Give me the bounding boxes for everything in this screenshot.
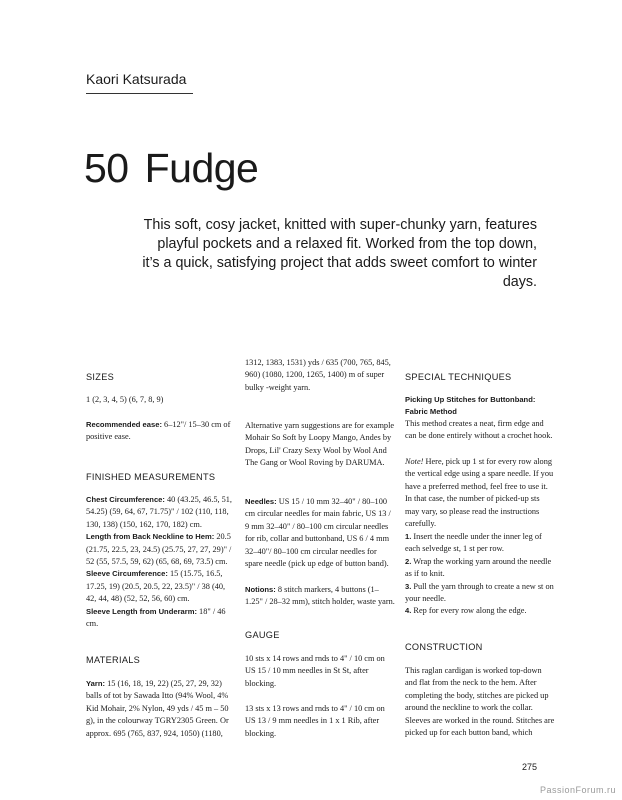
pattern-name: Fudge [144, 145, 259, 191]
step-text: Pull the yarn through to create a new st on your needle. [405, 581, 554, 604]
gauge-paragraph-1: 10 sts x 14 rows and rnds to 4" / 10 cm on US 15 / 10 mm needles in St St, after blocking. [245, 654, 385, 688]
finished-heading: FINISHED MEASUREMENTS [86, 472, 216, 482]
step-text: Insert the needle under the inner leg of each selvedge st, 1 st per row. [405, 532, 542, 554]
gauge-heading: GAUGE [245, 630, 280, 640]
ease-text: 6–12"/ 15–30 cm of positive ease. [86, 420, 231, 442]
sizes-list: 1 (2, 3, 4, 5) (6, 7, 8, 9) [86, 395, 164, 404]
special-techniques-heading: SPECIAL TECHNIQUES [405, 372, 512, 382]
finished-item-label: Sleeve Circumference: [86, 569, 168, 579]
needles-label: Needles: [245, 497, 277, 506]
finished-item [86, 494, 236, 531]
special-intro: This method creates a neat, firm edge and can be done entirely without a crochet hook. [405, 419, 553, 441]
intro-paragraph: This soft, cosy jacket, knitted with super-chunky yarn, features playful pockets and a relaxed fit. Worked from the top down, it’s a quick, satisfying project that adds sweet comfort to winter days. [142, 217, 537, 290]
finished-item-text: 15 (15.75, 16.5, 17.25, 19) (20.5, 20.5, 22, 23.5)" / 38 (40, 42, 44, 48) (52, 52, 56, 60) cm. [86, 569, 226, 604]
yarn-label: Yarn: [86, 679, 105, 688]
notions-paragraph [245, 584, 395, 609]
pattern-number: 50 [84, 145, 129, 191]
special-subheading: Picking Up Stitches for Buttonband: Fabric Method [405, 395, 536, 416]
needles-paragraph [245, 496, 395, 570]
page-number: 275 [521, 762, 537, 772]
ease-paragraph [86, 419, 236, 444]
step-item [405, 581, 555, 606]
finished-item [86, 531, 236, 568]
notions-text: 8 stitch markers, 4 buttons (1–1.25" / 28–32 mm), stitch holder, waste yarn. [245, 585, 395, 607]
gauge-paragraph-2: 13 sts x 13 rows and rnds to 4" / 10 cm on US 13 / 9 mm needles in 1 x 1 Rib, after blocking. [245, 704, 385, 738]
pattern-title [84, 145, 258, 192]
construction-heading: CONSTRUCTION [405, 642, 483, 652]
special-steps [405, 531, 555, 618]
finished-item-text: 20.5 (21.75, 22.5, 23, 24.5) (25.75, 27, 27, 29)" / 52 (55, 57.5, 59, 62) (65, 68, 69, 73.5) cm. [86, 532, 232, 567]
special-note [405, 456, 555, 530]
yarn-paragraph [86, 678, 236, 740]
note-text: Here, pick up 1 st for every row along the vertical edge using a spare needle. If you have a preferred method, feel free to use it. In that case, the number of picked-up sts may vary, so please read the instructions carefully. [405, 457, 554, 529]
notions-label: Notions: [245, 585, 276, 594]
alternative-yarn: Alternative yarn suggestions are for example Mohair So Soft by Loopy Mango, Andes by Drops, Lil' Crazy Sexy Wool by Wool And The Gang or Wool Roving by DARUMA. [245, 421, 395, 468]
step-number: 1. [405, 532, 412, 541]
needles-text: US 15 / 10 mm 32–40" / 80–100 cm circular needles for main fabric, US 13 / 9 mm 32–40" / 80–100 cm circular needles for rib, collar and buttonband, US 6 / 4 mm 32–40"/ 80–100 cm circular needles for spare needle (pick up edge of button band). [245, 497, 391, 569]
sizes-heading: SIZES [86, 372, 115, 382]
step-text: Wrap the working yarn around the needle as if to knit. [405, 556, 552, 579]
ease-label: Recommended ease: [86, 420, 162, 429]
step-item [405, 556, 555, 581]
step-number: 2. [405, 556, 412, 566]
materials-heading: MATERIALS [86, 655, 141, 665]
yarn-continued: 1312, 1383, 1531) yds / 635 (700, 765, 845, 960) (1080, 1200, 1265, 1400) m of super bulky -weight yarn. [245, 358, 391, 392]
finished-item-text: 18" / 46 cm. [86, 606, 226, 629]
construction-paragraph: This raglan cardigan is worked top-down and flat from the neck to the hem. After completing the body, stitches are picked up around the neckline to work the collar. Sleeves are worked in the round. Stitches are picked up for each button band, which [405, 666, 555, 738]
author-underline [86, 93, 193, 94]
finished-item-text: 40 (43.25, 46.5, 51, 54.25) (59, 64, 67, 71.75)" / 102 (110, 118, 130, 138) (150, 162, 170, 182) cm. [86, 495, 232, 529]
finished-item-label: Chest Circumference: [86, 495, 165, 504]
author-name: Kaori Katsurada [86, 71, 187, 87]
step-item [405, 605, 555, 617]
finished-item-label: Sleeve Length from Underarm: [86, 606, 197, 616]
step-number: 3. [405, 581, 412, 591]
finished-item [86, 606, 236, 631]
step-item [405, 531, 555, 556]
yarn-text: 15 (16, 18, 19, 22) (25, 27, 29, 32) balls of tot by Sawada Itto (94% Wool, 4% Kid Mohair, 2% Nylon, 49 yds / 45 m – 50 g), in the colourway TGRY2305 Green. Or approx. 695 (765, 837, 924, 1050) (1180, [86, 679, 229, 738]
step-number: 4. [405, 606, 412, 616]
finished-list [86, 494, 236, 630]
watermark-text: PassionForum.ru [539, 785, 616, 795]
note-label: Note! [405, 457, 424, 466]
step-text: Rep for every row along the edge. [411, 606, 527, 616]
finished-item-label: Length from Back Neckline to Hem: [86, 532, 215, 542]
finished-item [86, 568, 236, 605]
